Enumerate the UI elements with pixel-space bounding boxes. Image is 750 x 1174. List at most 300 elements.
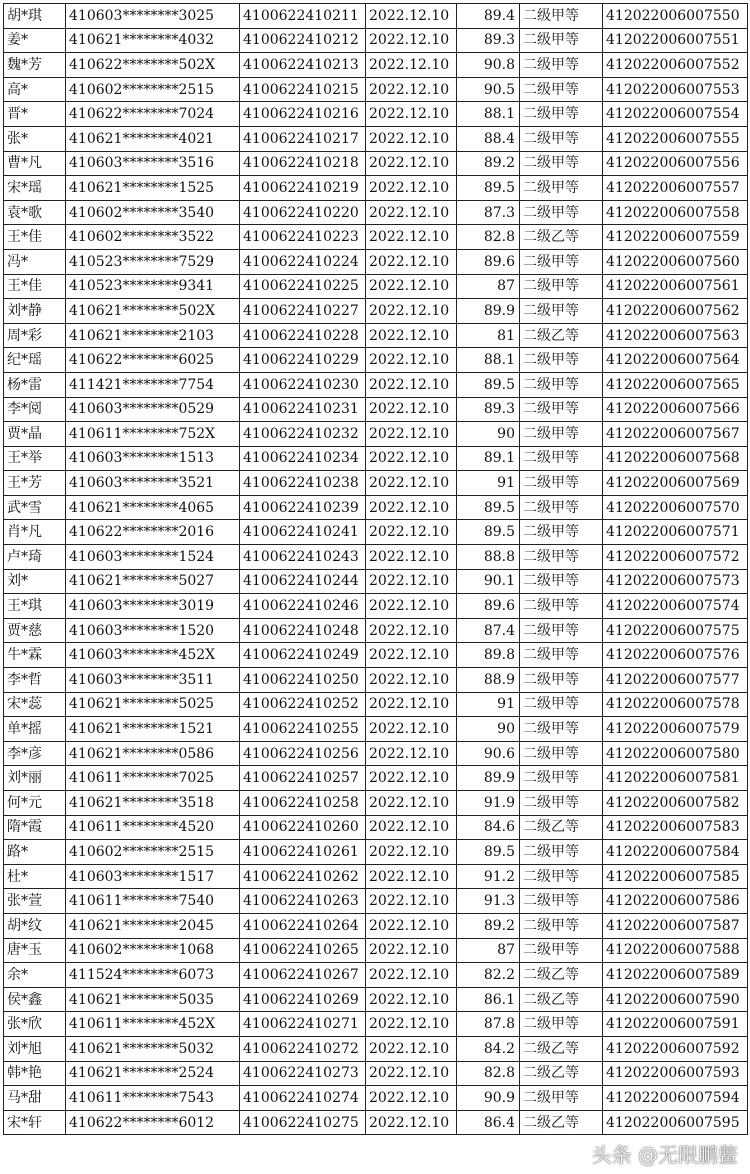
grade-cell: 二级甲等 (520, 471, 603, 496)
exam-number-cell: 4100622410211 (240, 4, 366, 29)
grade-cell: 二级乙等 (520, 1036, 603, 1061)
table-row (4, 28, 748, 53)
id-number-cell: 410602********2515 (66, 840, 240, 865)
certificate-number-cell: 412022006007552 (603, 53, 748, 78)
score-cell: 91.9 (457, 791, 520, 816)
grade-cell: 二级甲等 (520, 791, 603, 816)
exam-number-cell: 4100622410274 (240, 1086, 366, 1111)
name-cell: 牛*霖 (4, 643, 66, 668)
name-cell: 刘*旭 (4, 1036, 66, 1061)
name-cell: 卢*琦 (4, 545, 66, 570)
table-row (4, 397, 748, 422)
id-number-cell: 410621********1525 (66, 176, 240, 201)
certificate-number-cell: 412022006007580 (603, 741, 748, 766)
name-cell: 曹*凡 (4, 151, 66, 176)
id-number-cell: 410622********6012 (66, 1110, 240, 1135)
score-cell: 89.8 (457, 643, 520, 668)
date-cell: 2022.12.10 (366, 372, 457, 397)
id-number-cell: 410611********452X (66, 1012, 240, 1037)
grade-cell: 二级甲等 (520, 913, 603, 938)
name-cell: 李*阅 (4, 397, 66, 422)
name-cell: 冯* (4, 249, 66, 274)
id-number-cell: 410621********5032 (66, 1036, 240, 1061)
score-cell: 87 (457, 938, 520, 963)
date-cell: 2022.12.10 (366, 520, 457, 545)
date-cell: 2022.12.10 (366, 692, 457, 717)
id-number-cell: 410621********4032 (66, 28, 240, 53)
date-cell: 2022.12.10 (366, 643, 457, 668)
table-row (4, 987, 748, 1012)
exam-number-cell: 4100622410243 (240, 545, 366, 570)
score-cell: 84.6 (457, 815, 520, 840)
certificate-number-cell: 412022006007572 (603, 545, 748, 570)
id-number-cell: 410603********1517 (66, 864, 240, 889)
score-cell: 89.5 (457, 176, 520, 201)
certificate-number-cell: 412022006007564 (603, 348, 748, 373)
table-row (4, 176, 748, 201)
results-table-body (4, 4, 748, 1135)
certificate-number-cell: 412022006007579 (603, 717, 748, 742)
certificate-number-cell: 412022006007568 (603, 446, 748, 471)
exam-number-cell: 4100622410269 (240, 987, 366, 1012)
id-number-cell: 410621********2103 (66, 323, 240, 348)
exam-number-cell: 4100622410249 (240, 643, 366, 668)
exam-number-cell: 4100622410261 (240, 840, 366, 865)
name-cell: 王*佳 (4, 274, 66, 299)
id-number-cell: 410603********1520 (66, 618, 240, 643)
date-cell: 2022.12.10 (366, 249, 457, 274)
table-row (4, 299, 748, 324)
id-number-cell: 410621********5027 (66, 569, 240, 594)
grade-cell: 二级甲等 (520, 249, 603, 274)
exam-number-cell: 4100622410238 (240, 471, 366, 496)
certificate-number-cell: 412022006007595 (603, 1110, 748, 1135)
date-cell: 2022.12.10 (366, 987, 457, 1012)
grade-cell: 二级乙等 (520, 323, 603, 348)
table-row (4, 1061, 748, 1086)
table-row (4, 791, 748, 816)
score-cell: 88.1 (457, 102, 520, 127)
certificate-number-cell: 412022006007577 (603, 668, 748, 693)
certificate-number-cell: 412022006007573 (603, 569, 748, 594)
certificate-number-cell: 412022006007556 (603, 151, 748, 176)
certificate-number-cell: 412022006007588 (603, 938, 748, 963)
score-cell: 90 (457, 422, 520, 447)
certificate-number-cell: 412022006007551 (603, 28, 748, 53)
exam-number-cell: 4100622410252 (240, 692, 366, 717)
exam-number-cell: 4100622410230 (240, 372, 366, 397)
id-number-cell: 410622********7024 (66, 102, 240, 127)
id-number-cell: 410523********7529 (66, 249, 240, 274)
exam-number-cell: 4100622410258 (240, 791, 366, 816)
table-row (4, 741, 748, 766)
exam-number-cell: 4100622410231 (240, 397, 366, 422)
table-row (4, 102, 748, 127)
grade-cell: 二级甲等 (520, 28, 603, 53)
date-cell: 2022.12.10 (366, 741, 457, 766)
name-cell: 宋*轩 (4, 1110, 66, 1135)
id-number-cell: 410622********6025 (66, 348, 240, 373)
date-cell: 2022.12.10 (366, 495, 457, 520)
grade-cell: 二级甲等 (520, 77, 603, 102)
exam-number-cell: 4100622410217 (240, 126, 366, 151)
name-cell: 刘* (4, 569, 66, 594)
table-row (4, 446, 748, 471)
date-cell: 2022.12.10 (366, 225, 457, 250)
date-cell: 2022.12.10 (366, 618, 457, 643)
exam-number-cell: 4100622410219 (240, 176, 366, 201)
name-cell: 刘*静 (4, 299, 66, 324)
date-cell: 2022.12.10 (366, 28, 457, 53)
table-row (4, 569, 748, 594)
table-row (4, 864, 748, 889)
grade-cell: 二级甲等 (520, 569, 603, 594)
date-cell: 2022.12.10 (366, 594, 457, 619)
table-row (4, 323, 748, 348)
date-cell: 2022.12.10 (366, 717, 457, 742)
name-cell: 韩*艳 (4, 1061, 66, 1086)
name-cell: 余* (4, 963, 66, 988)
score-cell: 90.6 (457, 741, 520, 766)
grade-cell: 二级甲等 (520, 446, 603, 471)
name-cell: 魏*芳 (4, 53, 66, 78)
table-row (4, 963, 748, 988)
table-row (4, 594, 748, 619)
id-number-cell: 411524********6073 (66, 963, 240, 988)
grade-cell: 二级甲等 (520, 938, 603, 963)
certificate-number-cell: 412022006007591 (603, 1012, 748, 1037)
grade-cell: 二级甲等 (520, 4, 603, 29)
grade-cell: 二级甲等 (520, 422, 603, 447)
date-cell: 2022.12.10 (366, 668, 457, 693)
table-row (4, 545, 748, 570)
exam-number-cell: 4100622410267 (240, 963, 366, 988)
name-cell: 隋*霞 (4, 815, 66, 840)
date-cell: 2022.12.10 (366, 348, 457, 373)
name-cell: 何*元 (4, 791, 66, 816)
table-row (4, 913, 748, 938)
score-cell: 87.3 (457, 200, 520, 225)
score-cell: 90.5 (457, 77, 520, 102)
table-row (4, 495, 748, 520)
date-cell: 2022.12.10 (366, 4, 457, 29)
table-row (4, 372, 748, 397)
exam-number-cell: 4100622410232 (240, 422, 366, 447)
grade-cell: 二级甲等 (520, 151, 603, 176)
exam-number-cell: 4100622410216 (240, 102, 366, 127)
id-number-cell: 410621********2524 (66, 1061, 240, 1086)
score-cell: 91.2 (457, 864, 520, 889)
certificate-number-cell: 412022006007565 (603, 372, 748, 397)
table-row (4, 422, 748, 447)
certificate-number-cell: 412022006007570 (603, 495, 748, 520)
table-row (4, 249, 748, 274)
exam-number-cell: 4100622410275 (240, 1110, 366, 1135)
table-row (4, 668, 748, 693)
id-number-cell: 410621********0586 (66, 741, 240, 766)
exam-number-cell: 4100622410255 (240, 717, 366, 742)
date-cell: 2022.12.10 (366, 53, 457, 78)
table-row (4, 225, 748, 250)
grade-cell: 二级甲等 (520, 643, 603, 668)
certificate-number-cell: 412022006007576 (603, 643, 748, 668)
score-cell: 86.1 (457, 987, 520, 1012)
score-cell: 89.5 (457, 520, 520, 545)
name-cell: 王*举 (4, 446, 66, 471)
grade-cell: 二级甲等 (520, 618, 603, 643)
table-row (4, 1036, 748, 1061)
score-cell: 88.8 (457, 545, 520, 570)
date-cell: 2022.12.10 (366, 446, 457, 471)
exam-number-cell: 4100622410234 (240, 446, 366, 471)
date-cell: 2022.12.10 (366, 938, 457, 963)
date-cell: 2022.12.10 (366, 1086, 457, 1111)
score-cell: 87 (457, 274, 520, 299)
exam-number-cell: 4100622410223 (240, 225, 366, 250)
certificate-number-cell: 412022006007585 (603, 864, 748, 889)
exam-number-cell: 4100622410265 (240, 938, 366, 963)
id-number-cell: 410602********1068 (66, 938, 240, 963)
name-cell: 杨*雷 (4, 372, 66, 397)
exam-number-cell: 4100622410228 (240, 323, 366, 348)
name-cell: 纪*瑶 (4, 348, 66, 373)
name-cell: 晋* (4, 102, 66, 127)
date-cell: 2022.12.10 (366, 126, 457, 151)
results-table (3, 3, 748, 1135)
id-number-cell: 410621********5035 (66, 987, 240, 1012)
name-cell: 张*萱 (4, 889, 66, 914)
table-row (4, 938, 748, 963)
grade-cell: 二级甲等 (520, 102, 603, 127)
exam-number-cell: 4100622410229 (240, 348, 366, 373)
date-cell: 2022.12.10 (366, 815, 457, 840)
date-cell: 2022.12.10 (366, 102, 457, 127)
id-number-cell: 410611********7025 (66, 766, 240, 791)
grade-cell: 二级甲等 (520, 495, 603, 520)
date-cell: 2022.12.10 (366, 963, 457, 988)
name-cell: 王*芳 (4, 471, 66, 496)
id-number-cell: 410621********1521 (66, 717, 240, 742)
certificate-number-cell: 412022006007594 (603, 1086, 748, 1111)
id-number-cell: 410602********2515 (66, 77, 240, 102)
score-cell: 88.9 (457, 668, 520, 693)
id-number-cell: 410611********4520 (66, 815, 240, 840)
certificate-number-cell: 412022006007575 (603, 618, 748, 643)
date-cell: 2022.12.10 (366, 200, 457, 225)
grade-cell: 二级甲等 (520, 372, 603, 397)
table-row (4, 692, 748, 717)
name-cell: 周*彩 (4, 323, 66, 348)
grade-cell: 二级甲等 (520, 348, 603, 373)
exam-number-cell: 4100622410262 (240, 864, 366, 889)
table-row (4, 151, 748, 176)
name-cell: 李*哲 (4, 668, 66, 693)
table-row (4, 840, 748, 865)
id-number-cell: 410622********2016 (66, 520, 240, 545)
name-cell: 胡*琪 (4, 4, 66, 29)
exam-number-cell: 4100622410225 (240, 274, 366, 299)
id-number-cell: 410603********3516 (66, 151, 240, 176)
exam-number-cell: 4100622410220 (240, 200, 366, 225)
date-cell: 2022.12.10 (366, 864, 457, 889)
date-cell: 2022.12.10 (366, 77, 457, 102)
exam-number-cell: 4100622410273 (240, 1061, 366, 1086)
exam-number-cell: 4100622410271 (240, 1012, 366, 1037)
exam-number-cell: 4100622410227 (240, 299, 366, 324)
grade-cell: 二级甲等 (520, 545, 603, 570)
certificate-number-cell: 412022006007574 (603, 594, 748, 619)
name-cell: 王*琪 (4, 594, 66, 619)
certificate-number-cell: 412022006007561 (603, 274, 748, 299)
table-row (4, 815, 748, 840)
certificate-number-cell: 412022006007550 (603, 4, 748, 29)
score-cell: 90.8 (457, 53, 520, 78)
exam-number-cell: 4100622410248 (240, 618, 366, 643)
id-number-cell: 410611********7543 (66, 1086, 240, 1111)
date-cell: 2022.12.10 (366, 299, 457, 324)
score-cell: 84.2 (457, 1036, 520, 1061)
table-row (4, 717, 748, 742)
score-cell: 90.9 (457, 1086, 520, 1111)
id-number-cell: 410603********3521 (66, 471, 240, 496)
date-cell: 2022.12.10 (366, 176, 457, 201)
score-cell: 89.3 (457, 397, 520, 422)
grade-cell: 二级甲等 (520, 200, 603, 225)
date-cell: 2022.12.10 (366, 471, 457, 496)
score-cell: 89.1 (457, 446, 520, 471)
grade-cell: 二级乙等 (520, 1061, 603, 1086)
id-number-cell: 410603********3025 (66, 4, 240, 29)
date-cell: 2022.12.10 (366, 323, 457, 348)
table-row (4, 1110, 748, 1135)
grade-cell: 二级甲等 (520, 126, 603, 151)
certificate-number-cell: 412022006007571 (603, 520, 748, 545)
exam-number-cell: 4100622410241 (240, 520, 366, 545)
certificate-number-cell: 412022006007593 (603, 1061, 748, 1086)
date-cell: 2022.12.10 (366, 569, 457, 594)
name-cell: 武*雪 (4, 495, 66, 520)
certificate-number-cell: 412022006007569 (603, 471, 748, 496)
grade-cell: 二级乙等 (520, 1110, 603, 1135)
score-cell: 89.6 (457, 594, 520, 619)
grade-cell: 二级乙等 (520, 987, 603, 1012)
name-cell: 袁*歌 (4, 200, 66, 225)
exam-number-cell: 4100622410224 (240, 249, 366, 274)
exam-number-cell: 4100622410260 (240, 815, 366, 840)
grade-cell: 二级甲等 (520, 889, 603, 914)
certificate-number-cell: 412022006007581 (603, 766, 748, 791)
name-cell: 刘*丽 (4, 766, 66, 791)
table-row (4, 274, 748, 299)
name-cell: 张* (4, 126, 66, 151)
score-cell: 89.6 (457, 249, 520, 274)
date-cell: 2022.12.10 (366, 766, 457, 791)
grade-cell: 二级甲等 (520, 741, 603, 766)
table-row (4, 766, 748, 791)
exam-number-cell: 4100622410264 (240, 913, 366, 938)
exam-number-cell: 4100622410239 (240, 495, 366, 520)
score-cell: 87.8 (457, 1012, 520, 1037)
certificate-number-cell: 412022006007590 (603, 987, 748, 1012)
exam-number-cell: 4100622410272 (240, 1036, 366, 1061)
certificate-number-cell: 412022006007583 (603, 815, 748, 840)
score-cell: 91.3 (457, 889, 520, 914)
certificate-number-cell: 412022006007559 (603, 225, 748, 250)
date-cell: 2022.12.10 (366, 422, 457, 447)
score-cell: 89.2 (457, 913, 520, 938)
certificate-number-cell: 412022006007589 (603, 963, 748, 988)
score-cell: 89.3 (457, 28, 520, 53)
grade-cell: 二级甲等 (520, 397, 603, 422)
name-cell: 唐*玉 (4, 938, 66, 963)
table-row (4, 126, 748, 151)
id-number-cell: 410602********3540 (66, 200, 240, 225)
grade-cell: 二级乙等 (520, 225, 603, 250)
certificate-number-cell: 412022006007566 (603, 397, 748, 422)
grade-cell: 二级乙等 (520, 963, 603, 988)
name-cell: 姜* (4, 28, 66, 53)
date-cell: 2022.12.10 (366, 889, 457, 914)
score-cell: 88.4 (457, 126, 520, 151)
exam-number-cell: 4100622410212 (240, 28, 366, 53)
score-cell: 91 (457, 471, 520, 496)
grade-cell: 二级甲等 (520, 299, 603, 324)
name-cell: 单*摇 (4, 717, 66, 742)
grade-cell: 二级甲等 (520, 520, 603, 545)
grade-cell: 二级甲等 (520, 594, 603, 619)
date-cell: 2022.12.10 (366, 397, 457, 422)
exam-number-cell: 4100622410244 (240, 569, 366, 594)
id-number-cell: 410603********1513 (66, 446, 240, 471)
table-row (4, 618, 748, 643)
score-cell: 89.5 (457, 372, 520, 397)
id-number-cell: 411421********7754 (66, 372, 240, 397)
id-number-cell: 410603********3019 (66, 594, 240, 619)
certificate-number-cell: 412022006007578 (603, 692, 748, 717)
id-number-cell: 410603********452X (66, 643, 240, 668)
certificate-number-cell: 412022006007592 (603, 1036, 748, 1061)
score-cell: 89.5 (457, 840, 520, 865)
name-cell: 路* (4, 840, 66, 865)
name-cell: 王*佳 (4, 225, 66, 250)
certificate-number-cell: 412022006007558 (603, 200, 748, 225)
id-number-cell: 410603********0529 (66, 397, 240, 422)
certificate-number-cell: 412022006007557 (603, 176, 748, 201)
table-row (4, 53, 748, 78)
name-cell: 侯*鑫 (4, 987, 66, 1012)
name-cell: 贾*慈 (4, 618, 66, 643)
exam-number-cell: 4100622410213 (240, 53, 366, 78)
grade-cell: 二级甲等 (520, 668, 603, 693)
score-cell: 82.8 (457, 1061, 520, 1086)
certificate-number-cell: 412022006007584 (603, 840, 748, 865)
score-cell: 90 (457, 717, 520, 742)
grade-cell: 二级甲等 (520, 692, 603, 717)
table-row (4, 889, 748, 914)
grade-cell: 二级甲等 (520, 176, 603, 201)
certificate-number-cell: 412022006007567 (603, 422, 748, 447)
name-cell: 宋*瑶 (4, 176, 66, 201)
score-cell: 89.9 (457, 766, 520, 791)
score-cell: 90.1 (457, 569, 520, 594)
certificate-number-cell: 412022006007560 (603, 249, 748, 274)
exam-number-cell: 4100622410256 (240, 741, 366, 766)
table-row (4, 348, 748, 373)
table-row (4, 1086, 748, 1111)
grade-cell: 二级甲等 (520, 274, 603, 299)
exam-number-cell: 4100622410215 (240, 77, 366, 102)
id-number-cell: 410621********502X (66, 299, 240, 324)
